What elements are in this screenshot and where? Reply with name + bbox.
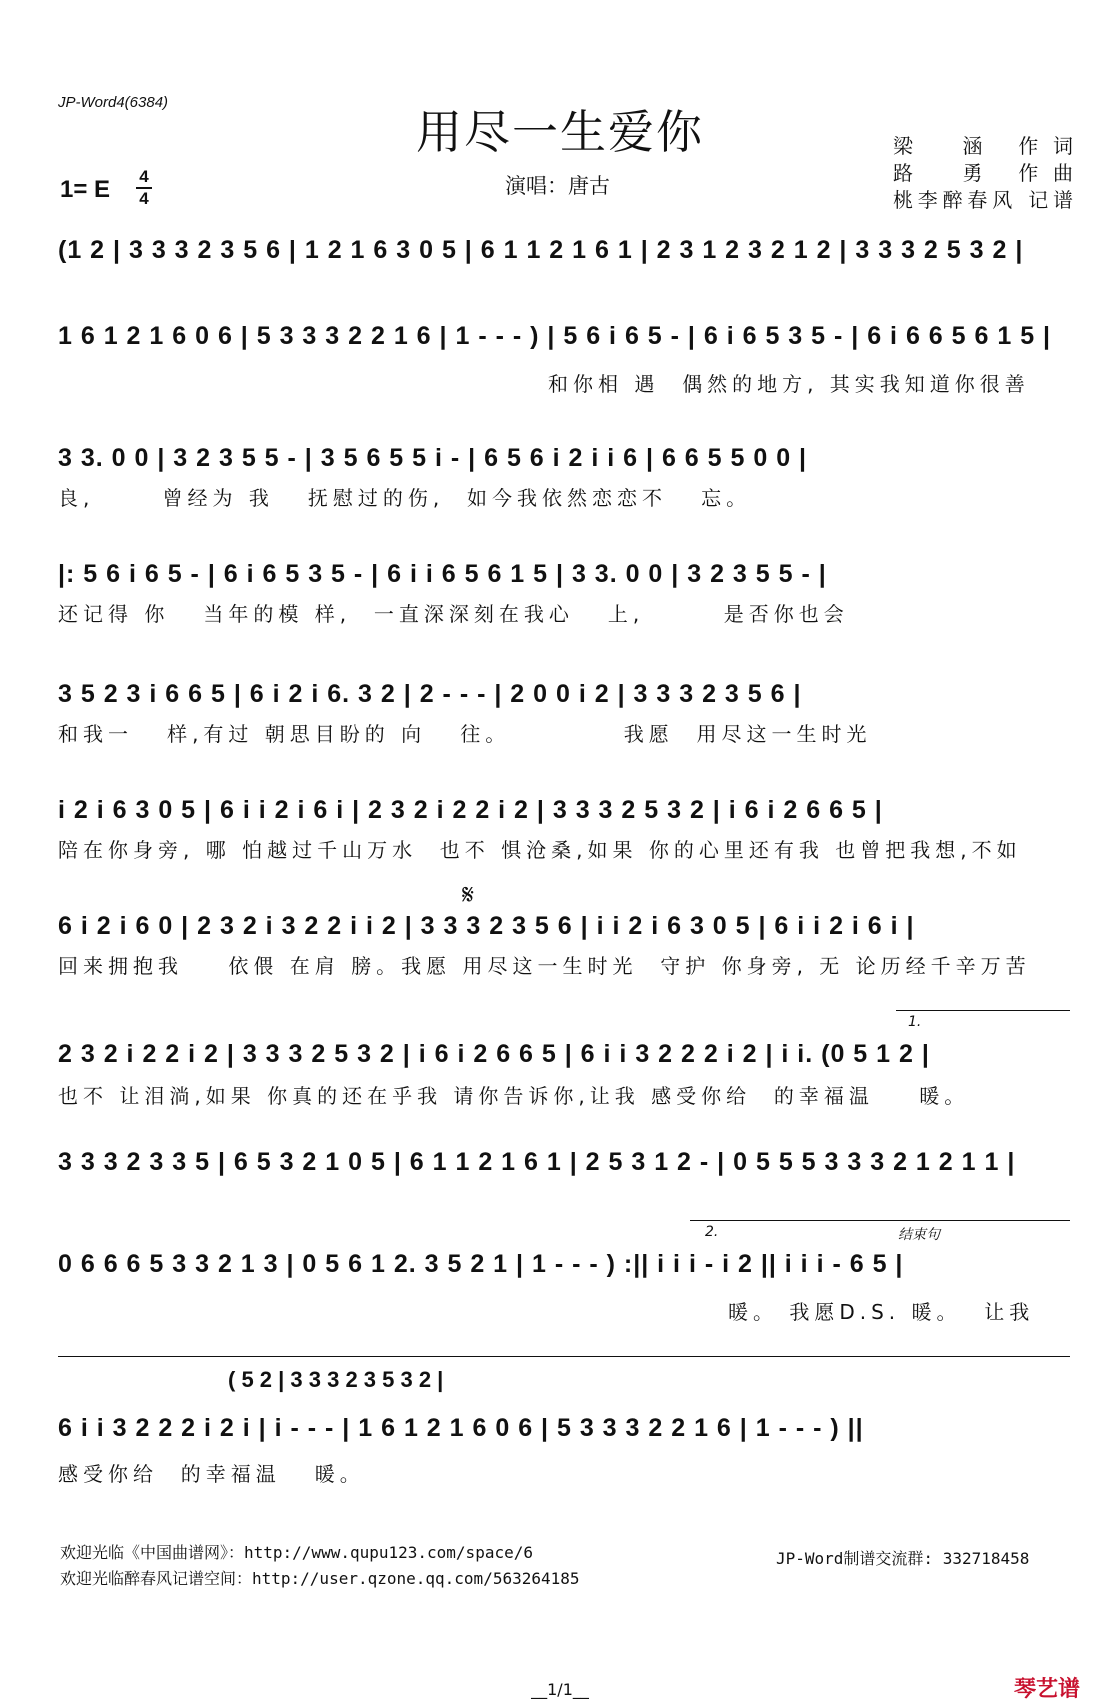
software-label: JP-Word4(6384): [58, 94, 169, 111]
lyric-row-4: 和我一 样,有过 朝思目盼的 向 往。 我愿 用尽这一生时光: [58, 722, 872, 746]
lyric-row-9: 感受你给 的幸福温 暖。: [58, 1462, 365, 1486]
time-signature-bottom: 4: [139, 189, 149, 208]
coda-label: 结束句: [898, 1227, 940, 1243]
lyric-row-2: 良, 曾经为 我 抚慰过的伤, 如今我依然恋恋不 忘。: [58, 486, 752, 510]
volta-2: 2.: [705, 1224, 719, 1240]
lyric-row-8: 暖。 我愿D.S. 暖。 让我: [728, 1300, 1035, 1324]
lyric-row-6: 回来拥抱我 依偎 在肩 膀。我愿 用尽这一生时光 守护 你身旁, 无 论历经千辛万苦: [58, 954, 1031, 978]
lyric-row-5: 陪在你身旁, 哪 怕越过千山万水 也不 惧沧桑,如果 你的心里还有我 也曾把我想,不如: [58, 838, 1022, 862]
footer-link-qupu[interactable]: 欢迎光临《中国曲谱网》：http://www.qupu123.com/space/6: [60, 1543, 533, 1562]
brand-logo: 琴艺谱: [1014, 1677, 1081, 1702]
lyric-row-7: 也不 让泪淌,如果 你真的还在乎我 请你告诉你,让我 感受你给 的幸福温 暖。: [58, 1084, 970, 1108]
time-signature: [136, 168, 152, 208]
lyric-row-3: 还记得 你 当年的模 样, 一直深深刻在我心 上, 是否你也会: [58, 602, 849, 626]
music-row-10: 0 6 6 6 5 3 3 2 1 3 | 0 5 6 1 2. 3 5 2 1 | 1 - - - ) :|| i i i - i 2 || i i i - 6 5 |: [58, 1250, 904, 1278]
lyric-row-1: 和你相 遇 偶然的地方, 其实我知道你很善: [548, 372, 1030, 396]
singer-credit: 演唱：唐古: [505, 174, 610, 198]
music-row-1: (1 2 | 3 3 3 2 3 5 6 | 1 2 1 6 3 0 5 | 6 1 1 2 1 6 1 | 2 3 1 2 3 2 1 2 | 3 3 3 2 5 3 2 |: [58, 236, 1024, 264]
segno-sign: 𝄋: [462, 878, 475, 911]
music-row-5: 3 5 2 3 i 6 6 5 | 6 i 2 i 6. 3 2 | 2 - - - | 2 0 0 i 2 | 3 3 3 2 3 5 6 |: [58, 680, 802, 708]
music-row-8: 2 3 2 i 2 2 i 2 | 3 3 3 2 5 3 2 | i 6 i 2 6 6 5 | 6 i i 3 2 2 2 i 2 | i i. (0 5 1 2 |: [58, 1040, 930, 1068]
footer-link-qzone[interactable]: 欢迎光临醉春风记谱空间：http://user.qzone.qq.com/563264185: [60, 1569, 580, 1588]
music-row-6: i 2 i 6 3 0 5 | 6 i i 2 i 6 i | 2 3 2 i 2 2 i 2 | 3 3 3 2 5 3 2 | i 6 i 2 6 6 5 |: [58, 796, 883, 824]
music-row-2: 1 6 1 2 1 6 0 6 | 5 3 3 3 2 2 1 6 | 1 - - - ) | 5 6 i 6 5 - | 6 i 6 5 3 5 - | 6 i 6 6 5 6 1 5 |: [58, 322, 1052, 350]
music-row-4: |: 5 6 i 6 5 - | 6 i 6 5 3 5 - | 6 i i 6 5 6 1 5 | 3 3. 0 0 | 3 2 3 5 5 - |: [58, 560, 827, 588]
lyricist-credit: 梁 涵 作词: [893, 134, 1073, 158]
music-row-11-upper: ( 5 2 | 3 3 3 2 3 5 3 2 |: [228, 1367, 444, 1392]
time-signature-top: 4: [139, 167, 149, 186]
composer-credit: 路 勇 作曲: [893, 161, 1073, 185]
music-row-7: 6 i 2 i 6 0 | 2 3 2 i 3 2 2 i i 2 | 3 3 3 2 3 5 6 | i i 2 i 6 3 0 5 | 6 i i 2 i 6 i |: [58, 912, 915, 940]
music-row-9: 3 3 3 2 3 3 5 | 6 5 3 2 1 0 5 | 6 1 1 2 1 6 1 | 2 5 3 1 2 - | 0 5 5 5 3 3 3 2 1 2 1 1 |: [58, 1148, 1016, 1176]
key-signature: 1= E: [60, 176, 111, 203]
footer-qq-group: JP-Word制谱交流群: 332718458: [776, 1549, 1030, 1568]
transcriber-credit: 桃李醉春风 记谱: [893, 188, 1073, 212]
page-title: 用尽一生爱你: [416, 105, 704, 159]
music-row-11: 6 i i 3 2 2 2 i 2 i | i - - - | 1 6 1 2 1 6 0 6 | 5 3 3 3 2 2 1 6 | 1 - - - ) ||: [58, 1414, 864, 1442]
page-number: __1/1__: [531, 1680, 589, 1699]
volta-1: 1.: [908, 1014, 922, 1030]
music-row-3: 3 3. 0 0 | 3 2 3 5 5 - | 3 5 6 5 5 i - | 6 5 6 i 2 i i 6 | 6 6 5 5 0 0 |: [58, 444, 808, 472]
